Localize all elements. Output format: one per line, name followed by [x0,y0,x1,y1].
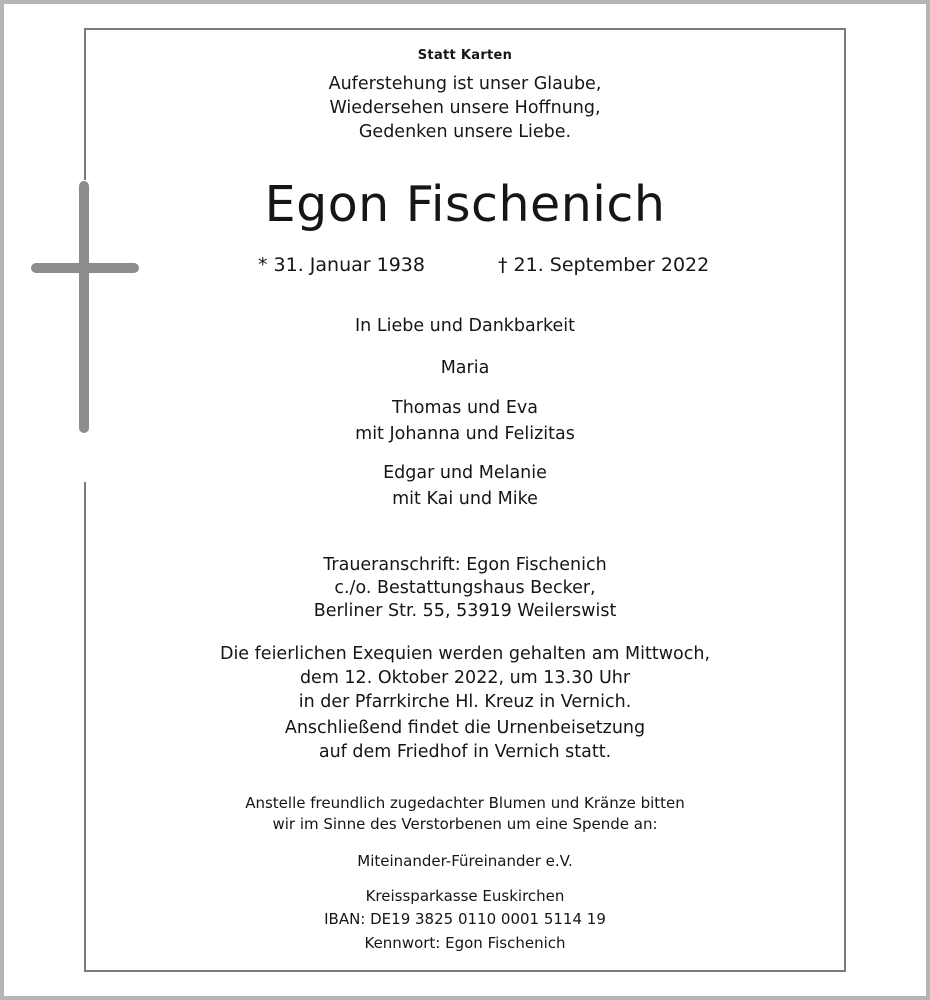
frame-line-bottom [84,970,846,972]
burial-line: auf dem Friedhof in Vernich statt. [318,742,612,762]
mourner-spouse: Maria [440,358,490,378]
address-line: c./o. Bestattungshaus Becker, [334,578,596,598]
death-date: † 21. September 2022 [498,254,710,276]
frame-line-right [844,28,846,972]
service-line: Die feierlichen Exequien werden gehalten am Mittwoch, [219,644,711,664]
donation-request-line: wir im Sinne des Verstorbenen um eine Spende an: [272,815,658,833]
donation-keyword: Kennwort: Egon Fischenich [364,934,566,952]
mourner-line: mit Johanna und Felizitas [355,424,575,444]
verse-line: Auferstehung ist unser Glaube, [328,74,602,94]
frame-line-top [84,28,846,30]
donation-recipient: Miteinander-Füreinander e.V. [357,852,573,870]
service-line: dem 12. Oktober 2022, um 13.30 Uhr [299,668,631,688]
mourner-line: Thomas und Eva [392,398,538,418]
service-line: in der Pfarrkirche Hl. Kreuz in Vernich. [298,692,632,712]
verse-line: Wiedersehen unsere Hoffnung, [329,98,601,118]
iban: IBAN: DE19 3825 0110 0001 5114 19 [324,910,606,928]
statt-karten-heading: Statt Karten [417,48,513,63]
mourner-line: mit Kai und Mike [392,489,538,509]
address-line: Traueranschrift: Egon Fischenich [323,555,607,575]
bank-name: Kreissparkasse Euskirchen [365,887,565,905]
donation-request-line: Anstelle freundlich zugedachter Blumen und Kränze bitten [245,794,685,812]
verse-line: Gedenken unsere Liebe. [358,122,572,142]
address-line: Berliner Str. 55, 53919 Weilerswist [313,601,617,621]
deceased-name: Egon Fischenich [264,176,666,233]
mourner-line: Edgar und Melanie [383,463,547,483]
mourners-intro: In Liebe und Dankbarkeit [355,316,575,336]
burial-line: Anschließend findet die Urnenbeisetzung [284,718,646,738]
birth-date: * 31. Januar 1938 [258,254,425,276]
